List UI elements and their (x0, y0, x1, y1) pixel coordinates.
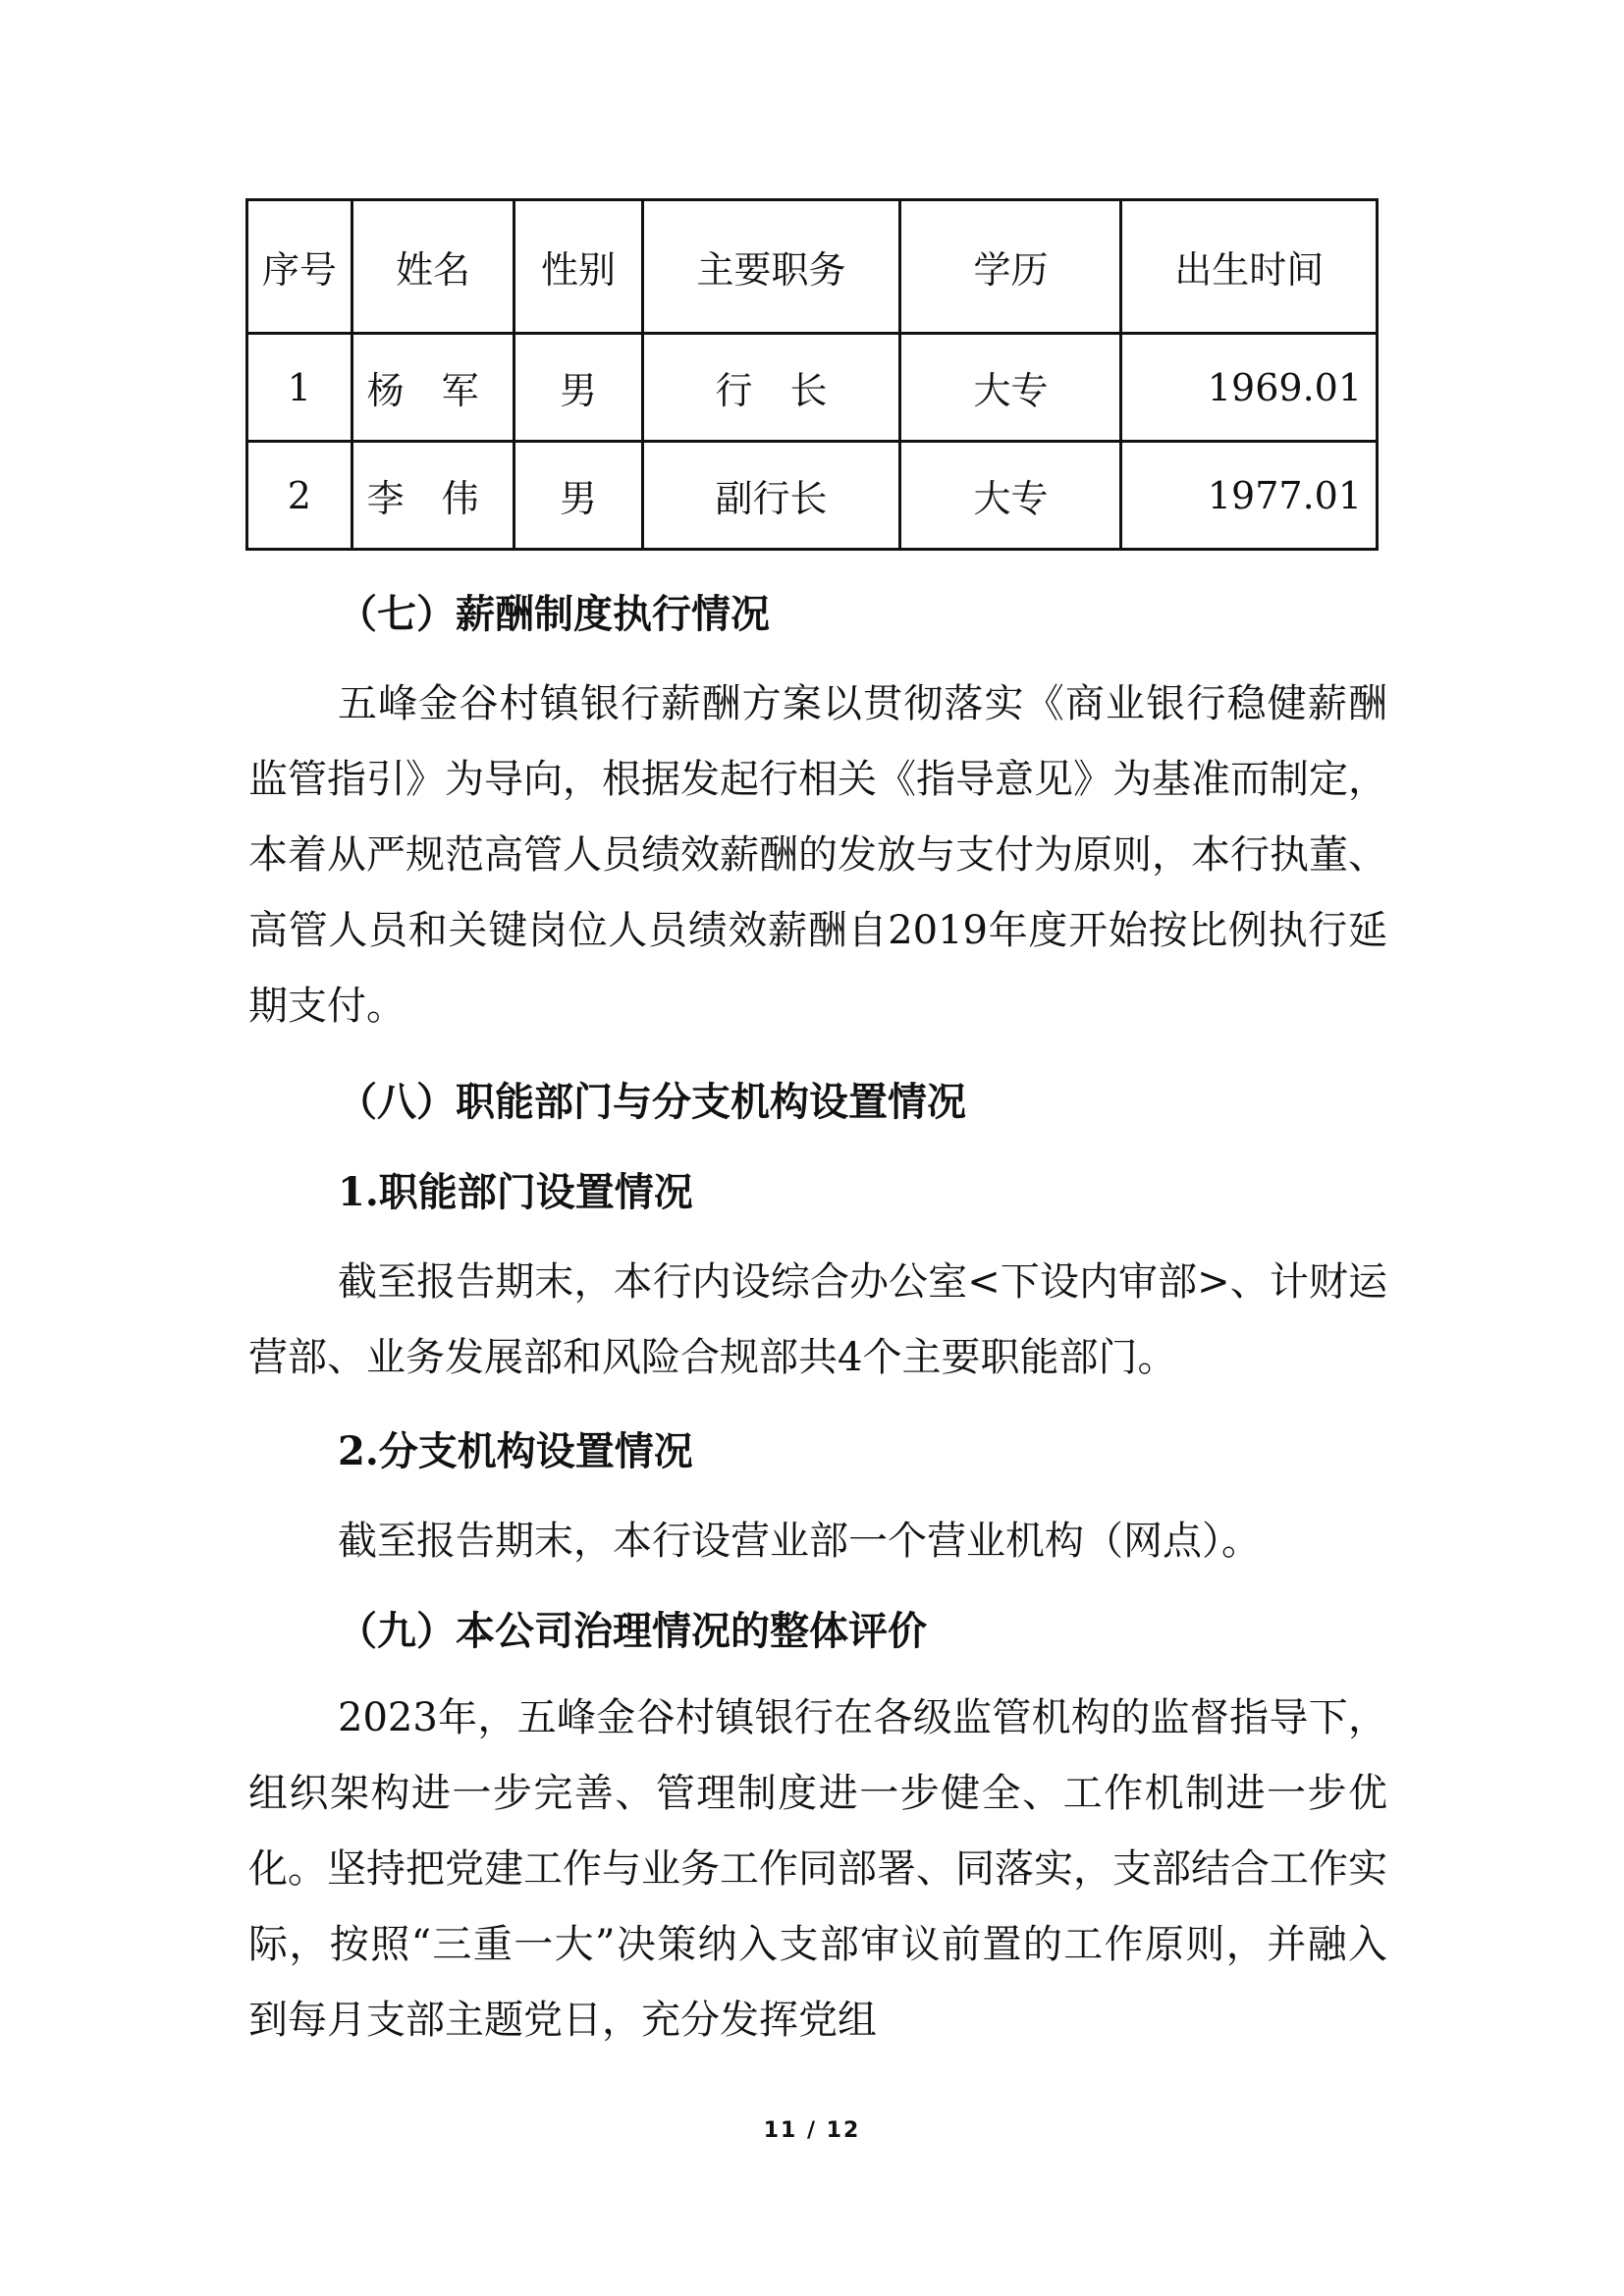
page-number: 11 / 12 (763, 2118, 861, 2143)
header-gender: 性别 (514, 200, 642, 334)
cell-index: 1 (247, 334, 352, 442)
section8-heading: （八）职能部门与分支机构设置情况 (338, 1079, 966, 1125)
table-row (247, 334, 1378, 442)
cell-index: 2 (247, 442, 352, 550)
section9-paragraph: 2023年，五峰金谷村镇银行在各级监管机构的监督指导下，组织架构进一步完善、管理制度进一步健全、工作机制进一步优化。坚持把党建工作与业务工作同部署、同落实，支部结合工作实际，按照“三重一大”决策纳入支部审议前置的工作原则，并融入到每月支部主题党日，充分发挥党组 (248, 1695, 1387, 2043)
cell-education: 大专 (900, 334, 1121, 442)
table-header-row (247, 200, 1378, 334)
cell-position: 行 长 (642, 334, 900, 442)
cell-gender: 男 (514, 442, 642, 550)
section8-sub1-title: 1.职能部门设置情况 (338, 1169, 693, 1215)
header-position: 主要职务 (642, 200, 900, 334)
table-row (247, 442, 1378, 550)
section7-heading: （七）薪酬制度执行情况 (338, 591, 770, 637)
header-birth: 出生时间 (1121, 200, 1378, 334)
section8-sub2-title: 2.分支机构设置情况 (338, 1428, 693, 1474)
cell-birth: 1969.01 (1121, 334, 1378, 442)
cell-gender: 男 (514, 334, 642, 442)
section7-paragraph: 五峰金谷村镇银行薪酬方案以贯彻落实《商业银行稳健薪酬监管指引》为导向，根据发起行相关《指导意见》为基准而制定，本着从严规范高管人员绩效薪酬的发放与支付为原则，本行执董、高管人员和关键岗位人员绩效薪酬自2019年度开始按比例执行延期支付。 (248, 681, 1387, 1029)
header-index: 序号 (247, 200, 352, 334)
cell-name: 杨 军 (352, 334, 514, 442)
management-table (245, 198, 1379, 551)
section9-heading: （九）本公司治理情况的整体评价 (338, 1608, 927, 1654)
header-education: 学历 (900, 200, 1121, 334)
header-name: 姓名 (352, 200, 514, 334)
cell-education: 大专 (900, 442, 1121, 550)
cell-position: 副行长 (642, 442, 900, 550)
cell-name: 李 伟 (352, 442, 514, 550)
cell-birth: 1977.01 (1121, 442, 1378, 550)
section8-sub1-paragraph: 截至报告期末，本行内设综合办公室<下设内审部>、计财运营部、业务发展部和风险合规部共4个主要职能部门。 (248, 1259, 1387, 1380)
section8-sub2-paragraph: 截至报告期末，本行设营业部一个营业机构（网点）。 (338, 1519, 1261, 1564)
